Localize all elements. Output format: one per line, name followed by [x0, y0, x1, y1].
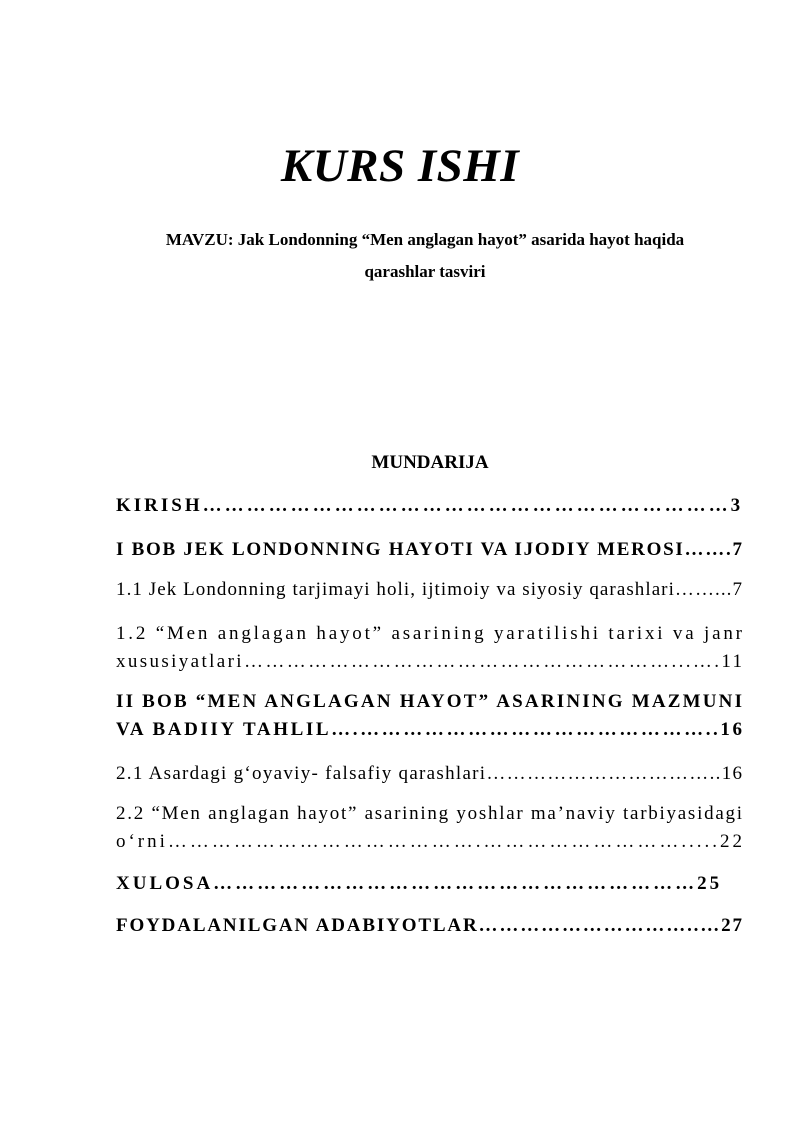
toc-entry-section-2-1 [116, 760, 742, 788]
toc-entry-line: XULOSA…………………………………………………………25 [116, 873, 723, 894]
toc-entry-line: 1.1 Jek Londonning tarjimayi holi, ijtimoiy va siyosiy qarashlari……...7 [116, 579, 744, 600]
toc-entry-chapter-1 [116, 536, 742, 564]
toc-heading: MUNDARIJA [371, 452, 489, 473]
toc-entry-section-1-2 [116, 620, 745, 676]
toc-entry-line: VA BADIIY TAHLIL….…………………………………………..16 [116, 719, 745, 740]
toc-entry-line: 2.2 “Men anglagan hayot” asarining yoshlar ma’naviy tarbiyasidagi [116, 803, 744, 824]
toc-entry-line: FOYDALANILGAN ADABIYOTLAR…………………………..…27 [116, 915, 744, 936]
toc-entry-line: o‘rni…………………………………….……………………….....22 [116, 831, 745, 852]
page-title: KURS ISHI [280, 140, 520, 192]
topic [60, 224, 790, 288]
toc-entry-line: xususiyatlari……………………………………………………...….11 [116, 651, 745, 672]
toc-entry-line: I BOB JEK LONDONNING HAYOTI VA IJODIY MEROSI…….7 [116, 539, 744, 560]
topic-line-2: qarashlar tasviri [364, 262, 486, 281]
toc-entry-chapter-2 [116, 688, 745, 744]
toc-entry-line: II BOB “MEN ANGLAGAN HAYOT” ASARINING MAZMUNI [116, 691, 745, 712]
toc-entry-section-1-1 [116, 576, 742, 604]
toc-entry-kirish [116, 492, 742, 520]
toc-entry-line: KIRISH………………………………………………………………3 [116, 495, 744, 516]
toc-entry-line: 1.2 “Men anglagan hayot” asarining yaratilishi tarixi va janr [116, 623, 745, 644]
toc-entry-section-2-2 [116, 800, 745, 856]
topic-line-1: MAVZU: Jak Londonning “Men anglagan hayot” asarida hayot haqida [165, 230, 685, 249]
toc-entry-xulosa [116, 870, 742, 898]
toc-entry-line: 2.1 Asardagi g‘oyaviy- falsafiy qarashlari……………………………..16 [116, 763, 744, 784]
toc-entry-references [116, 912, 742, 940]
